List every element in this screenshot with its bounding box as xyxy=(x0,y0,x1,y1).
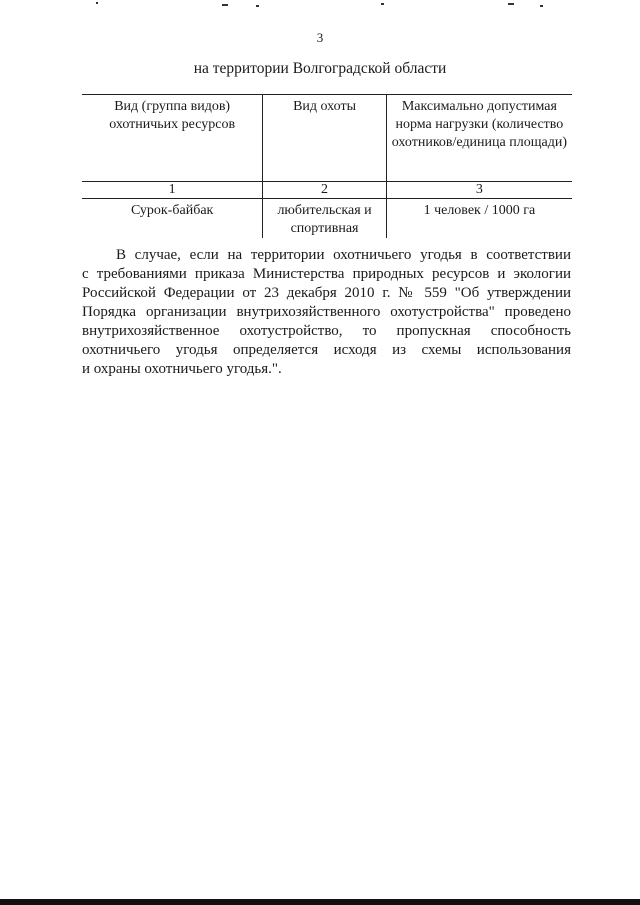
scan-speck xyxy=(540,5,543,7)
paragraph-line: и охраны охотничьего угодья.". xyxy=(82,361,282,377)
column-number: 2 xyxy=(263,182,386,199)
page-number: 3 xyxy=(316,30,324,45)
column-number: 1 xyxy=(82,182,263,199)
paragraph-line: Порядка организации внутрихозяйственного охотустройства" проведено xyxy=(82,304,571,320)
paragraph-line: с требованиями приказа Министерства природных ресурсов и экологии xyxy=(82,266,571,282)
scan-speck xyxy=(256,5,259,7)
column-number: 3 xyxy=(386,182,572,199)
region-heading: на территории Волгоградской области xyxy=(193,60,447,77)
scan-speck xyxy=(222,4,228,6)
cell-resource: Сурок-байбак xyxy=(130,203,214,218)
paragraph-line: охотничьего угодья определяется исходя из схемы использования xyxy=(82,342,571,358)
paragraph-line: внутрихозяйственное охотустройство, то пропускная способность xyxy=(82,323,571,339)
cell-norm: 1 человек / 1000 га xyxy=(386,199,572,239)
header-resource: Вид (группа видов) охотничьих ресурсов xyxy=(82,95,263,182)
paragraph-line: Российской Федерации от 23 декабря 2010 г. № 559 "Об утверждении xyxy=(82,285,571,301)
paragraph-line: В случае, если на территории охотничьего угодья в соответствии xyxy=(116,247,571,263)
scan-bottom-border xyxy=(0,899,640,905)
table-row xyxy=(82,199,572,239)
body-paragraph xyxy=(82,246,571,379)
header-hunt-type: Вид охоты xyxy=(263,95,386,182)
scan-speck xyxy=(96,2,98,4)
table-column-numbers-row xyxy=(82,182,572,199)
scan-speck xyxy=(508,3,514,5)
cell-hunt-type: любительская и спортивная xyxy=(263,199,386,239)
scan-speck xyxy=(381,3,384,5)
header-max-norm: Максимально допустимая норма нагрузки (количество охотников/единица площади) xyxy=(386,95,572,182)
table-header-row xyxy=(82,95,572,182)
hunting-norms-table xyxy=(82,94,572,238)
